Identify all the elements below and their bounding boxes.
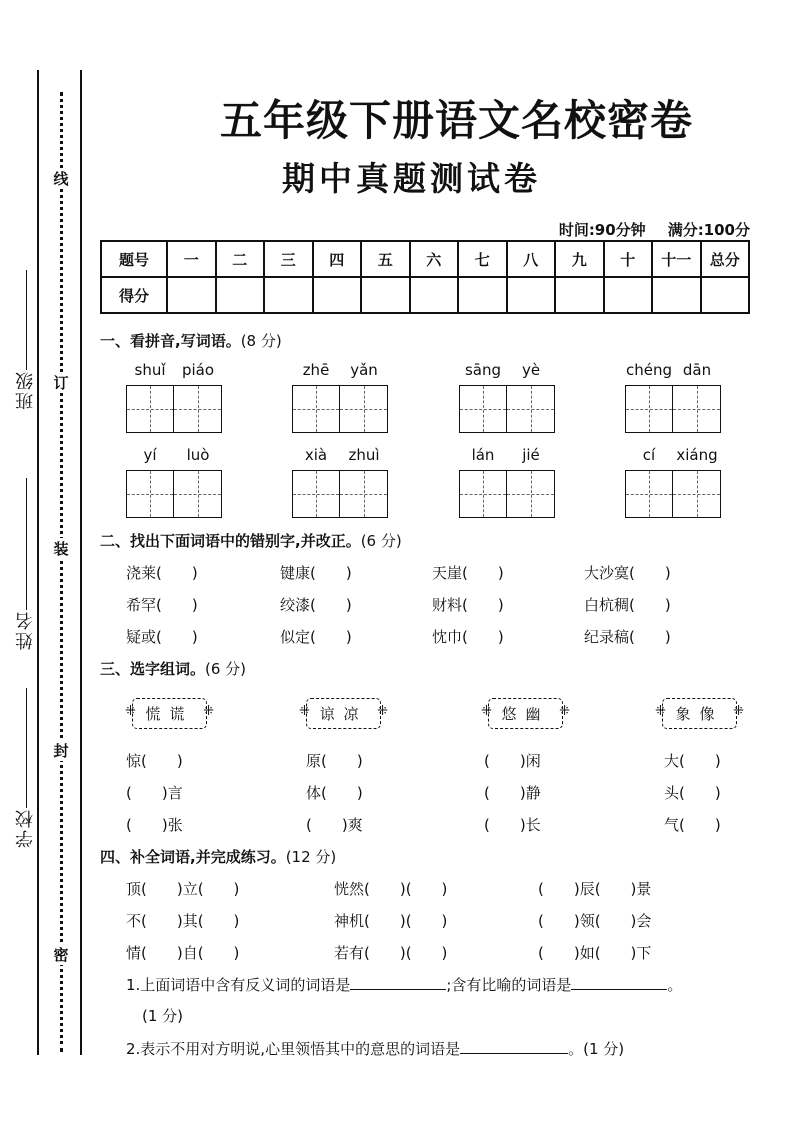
typo-item[interactable]: 疑或( ) — [126, 628, 198, 646]
char-pair-frame — [306, 698, 381, 729]
section3-points: (6 分) — [205, 660, 247, 678]
score-col: 一 — [167, 241, 216, 277]
score-cell[interactable] — [701, 277, 750, 313]
writing-box[interactable] — [126, 470, 174, 518]
section1-title: 一、看拼音,写词语。 — [100, 332, 241, 350]
writing-box[interactable] — [340, 470, 388, 518]
idiom-item[interactable]: ( )领( )会 — [538, 912, 652, 930]
answer-blank[interactable] — [460, 1038, 568, 1054]
section2-points: (6 分) — [360, 532, 402, 550]
idiom-item[interactable]: ( )辰( )景 — [538, 880, 652, 898]
word-item[interactable]: 原( ) — [306, 752, 363, 770]
question-1-part-a: 1.上面词语中含有反义词的词语是 — [126, 976, 351, 994]
pinyin-syllable: dān — [682, 361, 712, 379]
margin-char-mi: 密 — [53, 946, 69, 964]
score-cell[interactable] — [313, 277, 362, 313]
writing-box[interactable] — [673, 385, 721, 433]
pinyin-group — [459, 446, 555, 518]
typo-row — [126, 562, 746, 586]
margin-rail-inner — [80, 70, 82, 1055]
writing-box[interactable] — [292, 470, 340, 518]
writing-box[interactable] — [507, 385, 555, 433]
pinyin-syllable: jié — [522, 446, 540, 464]
writing-box[interactable] — [459, 470, 507, 518]
typo-item[interactable]: 似定( ) — [280, 628, 352, 646]
writing-box[interactable] — [459, 385, 507, 433]
writing-box[interactable] — [340, 385, 388, 433]
score-cell[interactable] — [361, 277, 410, 313]
score-col: 十 — [604, 241, 653, 277]
score-cell[interactable] — [264, 277, 313, 313]
word-item[interactable]: 气( ) — [664, 816, 721, 834]
section4-points: (12 分) — [285, 848, 337, 866]
score-row-label: 得分 — [101, 277, 167, 313]
typo-item[interactable]: 浇莱( ) — [126, 564, 198, 582]
score-cell[interactable] — [167, 277, 216, 313]
section2-title: 二、找出下面词语中的错别字,并改正。 — [100, 532, 361, 550]
score-table — [100, 240, 750, 314]
school-label: 学校 — [15, 808, 36, 848]
writing-box[interactable] — [174, 385, 222, 433]
idiom-item[interactable]: 顶( )立( ) — [126, 880, 240, 898]
question-1 — [126, 974, 682, 995]
score-table-score-row — [101, 277, 749, 313]
pinyin-syllable: sāng — [464, 361, 502, 379]
question-2-part-b: 。(1 分) — [568, 1040, 625, 1058]
score-col: 四 — [313, 241, 362, 277]
margin-char-xian: 线 — [53, 170, 69, 188]
typo-item[interactable]: 纪录稿( ) — [584, 628, 671, 646]
writing-box[interactable] — [507, 470, 555, 518]
pinyin-syllable: yǎn — [350, 361, 378, 379]
typo-item[interactable]: 大沙寞( ) — [584, 564, 671, 582]
char-pair-frame — [662, 698, 737, 729]
question-1-points: (1 分) — [142, 1007, 184, 1025]
score-col: 五 — [361, 241, 410, 277]
margin-char-feng: 封 — [53, 742, 69, 760]
exam-time: 时间:90分钟 — [558, 221, 646, 239]
question-1-part-c: 。 — [667, 976, 683, 994]
question-2 — [126, 1038, 624, 1059]
score-cell[interactable] — [652, 277, 701, 313]
school-field-line[interactable] — [26, 688, 27, 808]
word-item[interactable]: 体( ) — [306, 784, 363, 802]
pinyin-syllable: shuǐ — [134, 361, 166, 379]
word-item[interactable]: ( )静 — [484, 784, 541, 802]
word-item[interactable]: ( )长 — [484, 816, 541, 834]
writing-box[interactable] — [174, 470, 222, 518]
section4-title: 四、补全词语,并完成练习。 — [100, 848, 286, 866]
class-field-line[interactable] — [26, 270, 27, 370]
pinyin-syllable: yí — [143, 446, 157, 464]
class-field[interactable] — [14, 270, 38, 410]
class-label: 班级 — [15, 370, 36, 410]
char-pair-frame — [132, 698, 207, 729]
pinyin-syllable: lán — [471, 446, 495, 464]
question-2-part-a: 2.表示不用对方明说,心里领悟其中的意思的词语是 — [126, 1040, 461, 1058]
answer-blank[interactable] — [571, 974, 667, 990]
word-row — [126, 782, 746, 806]
idiom-item[interactable]: 若有( )( ) — [334, 944, 448, 962]
score-col: 三 — [264, 241, 313, 277]
writing-box[interactable] — [126, 385, 174, 433]
pinyin-syllable: xià — [304, 446, 328, 464]
score-cell[interactable] — [555, 277, 604, 313]
char-pair-frame — [488, 698, 563, 729]
pinyin-group — [126, 361, 222, 433]
writing-box[interactable] — [625, 385, 673, 433]
char-pair: ⁜ 悠幽 — [501, 705, 550, 723]
typo-item[interactable]: 天崖( ) — [432, 564, 504, 582]
score-cell[interactable] — [604, 277, 653, 313]
score-col: 十一 — [652, 241, 701, 277]
writing-box[interactable] — [673, 470, 721, 518]
word-item[interactable]: 大( ) — [664, 752, 721, 770]
pinyin-syllable: luò — [186, 446, 210, 464]
score-cell[interactable] — [458, 277, 507, 313]
section3-heading — [100, 658, 246, 679]
score-header-label: 题号 — [101, 241, 167, 277]
score-cell[interactable] — [216, 277, 265, 313]
word-item[interactable]: ( )闲 — [484, 752, 541, 770]
word-row — [126, 750, 746, 774]
name-field[interactable] — [14, 478, 38, 650]
answer-blank[interactable] — [350, 974, 446, 990]
idiom-item[interactable]: 情( )自( ) — [126, 944, 240, 962]
score-cell[interactable] — [507, 277, 556, 313]
section1-points: (8 分) — [240, 332, 282, 350]
pinyin-syllable: xiáng — [676, 446, 718, 464]
margin-char-zhuang: 装 — [53, 540, 69, 558]
idiom-row — [126, 878, 746, 902]
char-pair: ⁜ 谅凉 — [319, 705, 368, 723]
pinyin-syllable: yè — [521, 361, 541, 379]
word-item[interactable]: 头( ) — [664, 784, 721, 802]
section2-heading — [100, 530, 402, 551]
exam-full-score: 满分:100分 — [667, 221, 750, 239]
word-row — [126, 814, 746, 838]
char-pair: ⁜ 慌谎 — [145, 705, 194, 723]
typo-item[interactable]: 财料( ) — [432, 596, 504, 614]
pinyin-group — [126, 446, 222, 518]
writing-box[interactable] — [292, 385, 340, 433]
score-col: 九 — [555, 241, 604, 277]
question-1-part-b: ;含有比喻的词语是 — [446, 976, 572, 994]
idiom-row — [126, 910, 746, 934]
pinyin-syllable: zhuì — [348, 446, 380, 464]
char-pair: ⁜ 象像 — [675, 705, 724, 723]
exam-info — [559, 219, 750, 240]
word-item[interactable]: ( )张 — [126, 816, 183, 834]
idiom-row — [126, 942, 746, 966]
word-item[interactable]: ( )言 — [126, 784, 183, 802]
pinyin-syllable: piáo — [181, 361, 215, 379]
typo-item[interactable]: 希罕( ) — [126, 596, 198, 614]
exam-title: 五年级下册语文名校密卷 — [220, 96, 694, 145]
word-item[interactable]: 惊( ) — [126, 752, 183, 770]
score-table-header-row — [101, 241, 749, 277]
typo-item[interactable]: 忱巾( ) — [432, 628, 504, 646]
margin-char-ding: 订 — [53, 374, 69, 392]
pinyin-group — [292, 361, 388, 433]
pinyin-group — [292, 446, 388, 518]
name-field-line[interactable] — [26, 478, 27, 610]
word-item[interactable]: ( )爽 — [306, 816, 363, 834]
typo-item[interactable]: 键康( ) — [280, 564, 352, 582]
pinyin-group — [625, 446, 721, 518]
typo-item[interactable]: 绞漆( ) — [280, 596, 352, 614]
pinyin-syllable: zhē — [302, 361, 330, 379]
typo-row — [126, 626, 746, 650]
pinyin-group — [625, 361, 721, 433]
typo-row — [126, 594, 746, 618]
score-col: 八 — [507, 241, 556, 277]
seal-dotted-line — [60, 92, 63, 1052]
idiom-item[interactable]: 神机( )( ) — [334, 912, 448, 930]
pinyin-syllable: cí — [642, 446, 656, 464]
typo-item[interactable]: 白杭稠( ) — [584, 596, 671, 614]
score-col: 总分 — [701, 241, 750, 277]
score-cell[interactable] — [410, 277, 459, 313]
exam-subtitle: 期中真题测试卷 — [282, 159, 541, 198]
writing-box[interactable] — [625, 470, 673, 518]
section3-title: 三、选字组词。 — [100, 660, 206, 678]
idiom-item[interactable]: ( )如( )下 — [538, 944, 652, 962]
idiom-item[interactable]: 不( )其( ) — [126, 912, 240, 930]
section4-heading — [100, 846, 336, 867]
pinyin-syllable: chéng — [625, 361, 672, 379]
idiom-item[interactable]: 恍然( )( ) — [334, 880, 448, 898]
section1-heading — [100, 330, 282, 351]
pinyin-group — [459, 361, 555, 433]
score-col: 七 — [458, 241, 507, 277]
school-field[interactable] — [14, 688, 38, 848]
score-col: 二 — [216, 241, 265, 277]
score-col: 六 — [410, 241, 459, 277]
name-label: 姓名 — [15, 610, 36, 650]
